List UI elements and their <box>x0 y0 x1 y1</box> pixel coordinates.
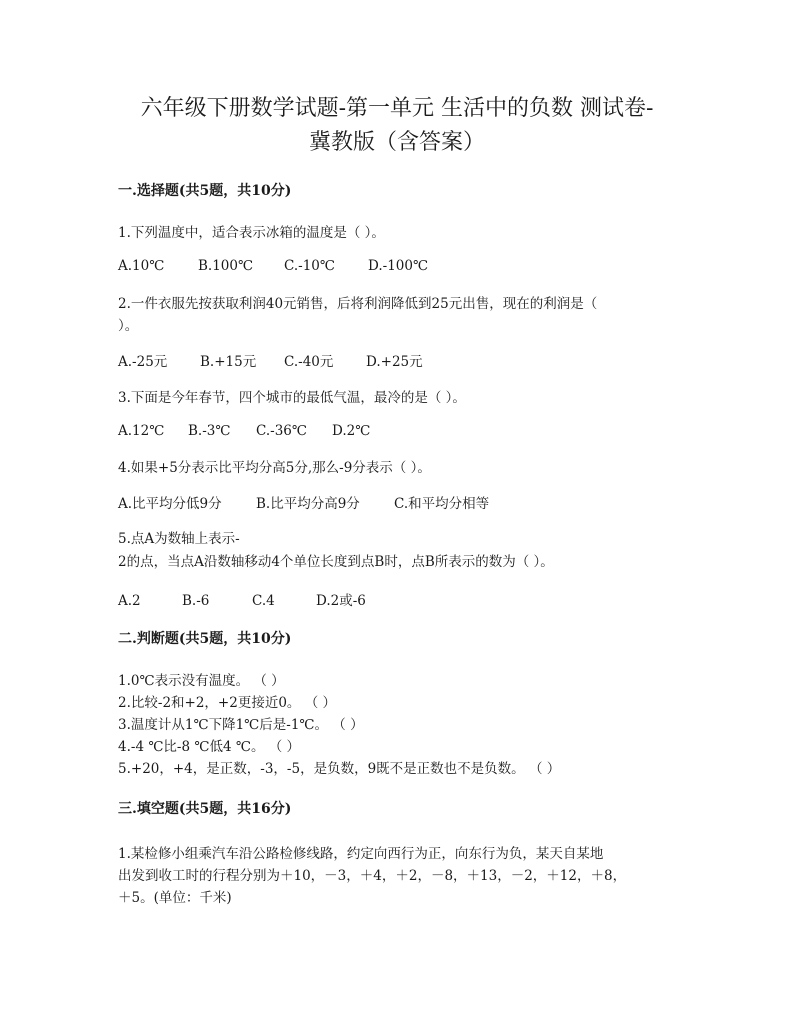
judge-item-5: 5.+20，+4，是正数，-3，-5，是负数，9既不是正数也不是负数。 （ ） <box>118 761 561 777</box>
q5-line-2: 2的点，当点A沿数轴移动4个单位长度到点B时，点B所表示的数为（ ）。 <box>118 554 554 570</box>
q1-option-c: C.-10℃ <box>284 258 335 274</box>
section2-heading: 二.判断题(共5题，共10分) <box>118 631 292 647</box>
judge-item-3: 3.温度计从1℃下降1℃后是-1℃。 （ ） <box>118 717 364 733</box>
q3-option-a: A.12℃ <box>118 423 165 439</box>
judge-item-1: 1.0℃表示没有温度。 （ ） <box>118 673 285 689</box>
q5-options <box>118 589 366 609</box>
q3-options <box>118 423 370 439</box>
q1-option-a: A.10℃ <box>118 258 165 274</box>
q5-option-c: C.4 <box>252 593 275 609</box>
title-line-1: 六年级下册数学试题-第一单元 生活中的负数 测试卷- <box>140 96 654 121</box>
section1-heading: 一.选择题(共5题，共10分) <box>118 183 292 199</box>
q4-option-c: C.和平均分相等 <box>394 496 490 512</box>
q4-text: 4.如果+5分表示比平均分高5分,那么-9分表示（ ）。 <box>118 460 431 476</box>
q1-text: 1.下列温度中，适合表示冰箱的温度是（ ）。 <box>118 225 385 241</box>
q2-options <box>118 350 423 370</box>
q2-option-d: D.+25元 <box>366 354 423 370</box>
q5-line-1: 5.点A为数轴上表示- <box>118 531 240 547</box>
fill-q1-line-3: ＋5。(单位：千米) <box>118 890 232 906</box>
q2-option-c: C.-40元 <box>284 354 334 370</box>
q1-options <box>118 258 428 274</box>
q3-option-c: C.-36℃ <box>256 423 307 439</box>
q2-line-1: 2.一件衣服先按获取利润40元销售，后将利润降低到25元出售，现在的利润是（ <box>118 296 598 312</box>
judge-item-4: 4.-4 ℃比-8 ℃低4 ℃。 （ ） <box>118 739 301 755</box>
q1-option-d: D.-100℃ <box>368 258 429 274</box>
q3-option-b: B.-3℃ <box>188 423 231 439</box>
q1-option-b: B.100℃ <box>198 258 254 274</box>
judge-item-2: 2.比较-2和+2，+2更接近0。 （ ） <box>118 695 337 711</box>
q4-option-a: A.比平均分低9分 <box>118 496 222 512</box>
q5-option-a: A.2 <box>118 593 141 609</box>
q3-option-d: D.2℃ <box>332 423 371 439</box>
q4-option-b: B.比平均分高9分 <box>256 496 360 512</box>
fill-q1-line-1: 1.某检修小组乘汽车沿公路检修线路，约定向西行为正，向东行为负，某天自某地 <box>118 846 604 862</box>
q2-line-2: ）。 <box>118 318 139 334</box>
q2-option-b: B.+15元 <box>200 354 257 370</box>
q2-option-a: A.-25元 <box>118 354 168 370</box>
title-line-2: 冀教版（含答案） <box>308 130 485 155</box>
fill-q1-line-2: 出发到收工时的行程分别为＋10，－3，＋4，＋2，－8，＋13，－2，＋12，＋8， <box>118 868 627 884</box>
q4-options <box>118 492 489 512</box>
q5-option-d: D.2或-6 <box>316 593 366 609</box>
section3-heading: 三.填空题(共5题，共16分) <box>118 801 292 817</box>
q3-text: 3.下面是今年春节，四个城市的最低气温，最冷的是（ ）。 <box>118 390 466 406</box>
q5-option-b: B.-6 <box>182 593 210 609</box>
